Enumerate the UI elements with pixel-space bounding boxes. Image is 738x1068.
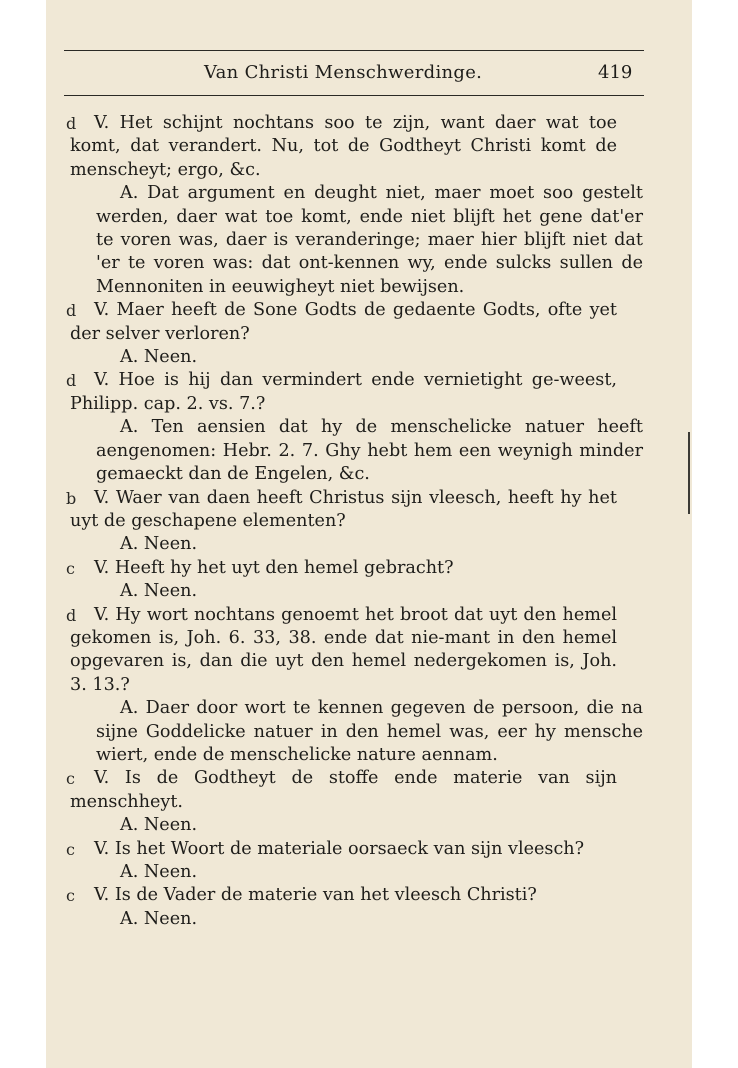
page-edge-mark — [688, 432, 690, 514]
margin-marker: d — [66, 114, 77, 133]
paragraph-text: V. Waer van daen heeft Christus sijn vleesch, heeft hy het uyt de geschapene elementen? — [70, 487, 617, 531]
answer-paragraph — [46, 182, 692, 299]
answer-paragraph — [46, 416, 692, 486]
paragraph-text: V. Is het Woort de materiale oorsaeck van sijn vleesch? — [94, 838, 585, 859]
header-rule-top — [64, 50, 644, 51]
answer-paragraph — [46, 346, 692, 369]
margin-marker: b — [66, 488, 77, 508]
paragraph-text: A. Neen. — [120, 581, 198, 602]
margin-marker: c — [66, 839, 75, 859]
margin-marker: d — [66, 605, 77, 625]
question-paragraph — [46, 838, 692, 861]
answer-paragraph — [46, 908, 692, 931]
margin-marker: c — [66, 769, 75, 789]
paragraph-text: V. Heeft hy het uyt den hemel gebracht? — [94, 557, 454, 578]
paragraph-text: V. Het schijnt nochtans soo te zijn, want daer wat toe komt, dat verandert. Nu, tot de Godtheyt Christi komt de menscheyt; ergo, &c. — [70, 113, 617, 180]
paragraph-text: V. Hy wort nochtans genoemt het broot dat uyt den hemel gekomen is, Joh. 6. 33, 38. ende dat nie-mant in den hemel opgevaren is, dan die uyt den hemel nedergekomen is, Joh. 3. 13.? — [70, 604, 617, 695]
running-title: Van Christi Menschwerdinge. — [204, 62, 483, 83]
header-rule-bottom — [64, 95, 644, 96]
paragraph-text: A. Neen. — [120, 815, 198, 836]
answer-paragraph — [46, 533, 692, 556]
question-paragraph — [46, 604, 692, 698]
question-paragraph — [46, 369, 692, 416]
paragraph-text: V. Is de Godtheyt de stoffe ende materie van sijn menschheyt. — [70, 768, 617, 812]
page-text — [46, 112, 692, 931]
question-paragraph — [46, 487, 692, 534]
paragraph-text: V. Is de Vader de materie van het vleesch Christi? — [94, 885, 537, 906]
answer-paragraph — [46, 580, 692, 603]
margin-marker: c — [66, 886, 75, 906]
book-page — [46, 0, 692, 1068]
paragraph-text: A. Dat argument en deught niet, maer moet soo gestelt werden, daer wat toe komt, ende niet blijft het gene dat'er te voren was, daer is veranderinge; maer hier blijft niet dat 'er te voren was: dat ont-kennen wy, ende sulcks sullen de Mennoniten in eeuwigheyt niet bewijsen. — [96, 183, 643, 297]
question-paragraph — [46, 299, 692, 346]
paragraph-text: A. Neen. — [120, 347, 198, 368]
paragraph-text: A. Neen. — [120, 908, 198, 929]
answer-paragraph — [46, 814, 692, 837]
question-paragraph — [46, 767, 692, 814]
paragraph-text: A. Neen. — [120, 534, 198, 555]
paragraph-text: A. Ten aensien dat hy de menschelicke natuer heeft aengenomen: Hebr. 2. 7. Ghy hebt hem een weynigh minder gemaeckt dan de Engelen, &c. — [96, 417, 643, 485]
question-paragraph — [46, 884, 692, 907]
page-number: 419 — [598, 62, 633, 83]
margin-marker: c — [66, 558, 75, 578]
question-paragraph — [46, 557, 692, 580]
answer-paragraph — [46, 861, 692, 884]
paragraph-text: V. Maer heeft de Sone Godts de gedaente Godts, ofte yet der selver verloren? — [70, 300, 617, 344]
paragraph-text: A. Daer door wort te kennen gegeven de persoon, die na sijne Goddelicke natuer in den hemel was, eer hy mensche wiert, ende de menschelicke nature aennam. — [96, 698, 643, 765]
question-paragraph — [46, 112, 692, 182]
paragraph-text: V. Hoe is hij dan vermindert ende vernietight ge-weest, Philipp. cap. 2. vs. 7.? — [70, 370, 617, 414]
paragraph-text: A. Neen. — [120, 862, 198, 882]
margin-marker: d — [66, 301, 77, 321]
margin-marker: d — [66, 371, 77, 391]
answer-paragraph — [46, 697, 692, 767]
